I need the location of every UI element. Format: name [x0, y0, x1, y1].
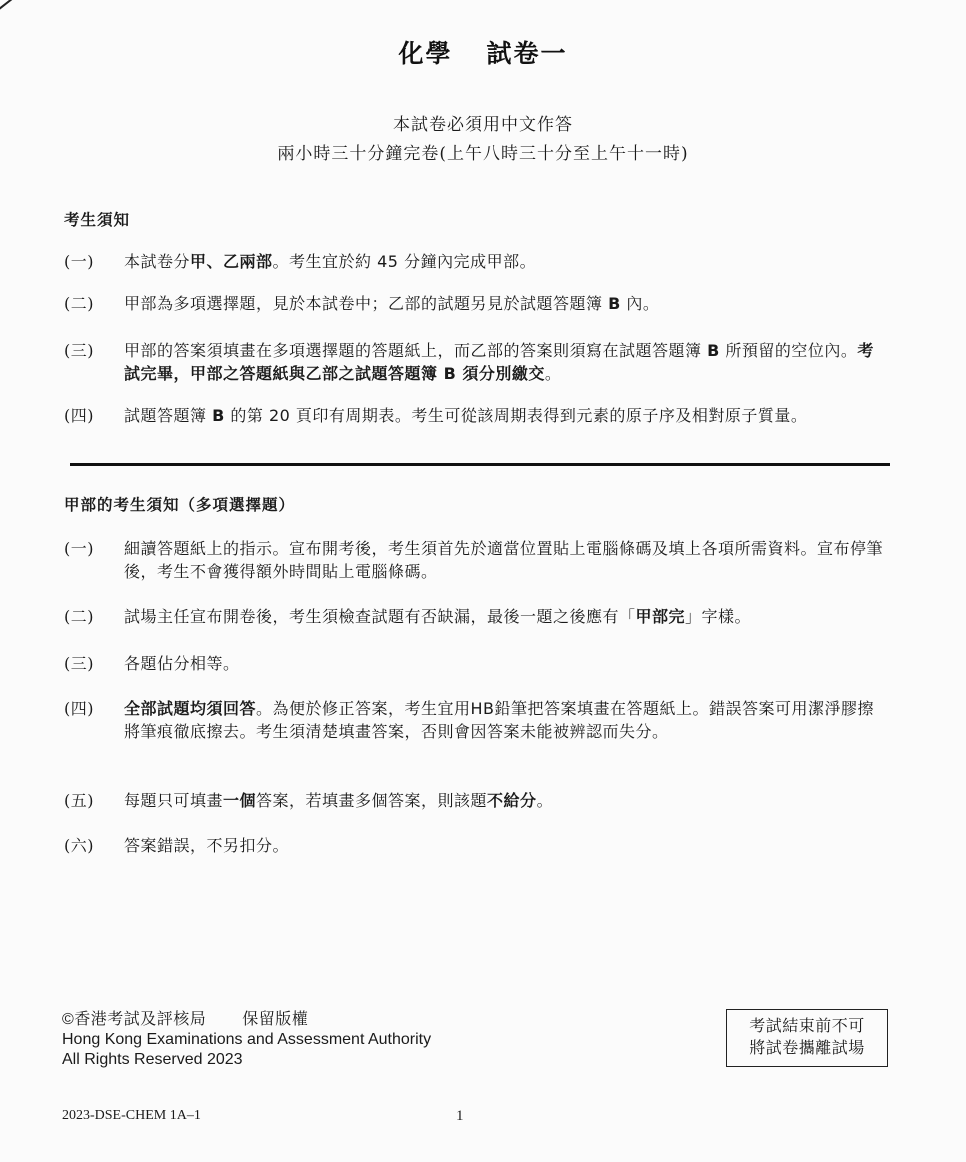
emphasis-text: 不給分 [487, 791, 537, 810]
section-a-instruction-item-text [124, 537, 890, 583]
emphasis-text: 考試完畢，甲部之答題紙與乙部之試題答題簿 B 須分別繳交 [124, 341, 874, 383]
emphasis-text: 全部試題均須回答 [124, 699, 257, 718]
general-instruction-item [64, 339, 894, 385]
section-a-instruction-item-number: (五) [64, 791, 94, 810]
body-text: 試題答題簿 [124, 406, 213, 425]
section-a-instruction-item [64, 697, 894, 743]
general-instruction-item-text [124, 250, 890, 273]
emphasis-text: B [707, 341, 720, 360]
section-a-instruction-item-text [124, 697, 890, 743]
page-number: 1 [456, 1108, 464, 1124]
language-instruction: 本試卷必須用中文作答 [393, 115, 573, 135]
corner-mark [0, 0, 26, 14]
section-a-instruction-item [64, 789, 894, 812]
title-paper: 試卷一 [486, 39, 568, 68]
section-divider [70, 463, 890, 466]
copyright-rights-cn: 保留版權 [242, 1011, 309, 1028]
general-instructions-heading: 考生須知 [64, 211, 131, 229]
general-instruction-item-text [124, 339, 890, 385]
page-title [0, 34, 966, 70]
general-instruction-item [64, 292, 894, 315]
section-a-instruction-item-text [124, 834, 890, 857]
general-instruction-item [64, 404, 894, 427]
general-instruction-item-number: (一) [64, 252, 94, 271]
general-instruction-item-number: (四) [64, 406, 94, 425]
general-instruction-item-number: (二) [64, 294, 94, 313]
section-a-instruction-item [64, 834, 894, 857]
notice-line-1: 考試結束前不可 [749, 1016, 865, 1035]
notice-line-2: 將試卷攜離試場 [749, 1038, 865, 1057]
section-a-instruction-item-number: (四) [64, 699, 94, 718]
title-subject: 化學 [398, 39, 453, 68]
body-text: 每題只可填畫 [124, 791, 224, 810]
body-text: 。考生宜於約 45 分鐘內完成甲部。 [272, 252, 537, 271]
section-a-instruction-item [64, 652, 894, 675]
paper-code: 2023-DSE-CHEM 1A–1 [62, 1108, 201, 1123]
section-a-instruction-item-number: (三) [64, 654, 94, 673]
emphasis-text: B [212, 406, 225, 425]
emphasis-text: B [608, 294, 621, 313]
copyright-org-cn: ©香港考試及評核局 [62, 1011, 207, 1028]
body-text: 試場主任宣布開卷後，考生須檢查試題有否缺漏，最後一題之後應有「 [124, 607, 636, 626]
body-text: 所預留的空位內。 [719, 341, 858, 360]
section-a-instruction-item-number: (二) [64, 607, 94, 626]
section-a-heading: 甲部的考生須知（多項選擇題） [64, 496, 296, 514]
general-instruction-item-text [124, 292, 890, 315]
section-a-instruction-item-text [124, 652, 890, 675]
section-a-instruction-item-number: (六) [64, 836, 94, 855]
general-instruction-item-number: (三) [64, 341, 94, 360]
section-a-instruction-item-text [124, 605, 890, 628]
body-text: 甲部為多項選擇題，見於本試卷中；乙部的試題另見於試題答題簿 [124, 294, 609, 313]
body-text: 本試卷分 [124, 252, 191, 271]
section-a-instruction-item [64, 537, 894, 583]
body-text: 。 [536, 791, 554, 810]
emphasis-text: 甲部完 [635, 607, 686, 626]
body-text: 各題佔分相等。 [124, 654, 240, 673]
body-text: 答案，若填畫多個答案，則該題 [256, 791, 488, 810]
body-text: 的第 20 頁印有周期表。考生可從該周期表得到元素的原子序及相對原子質量。 [224, 406, 808, 425]
emphasis-text: 甲、乙兩部 [190, 252, 273, 271]
copyright-org-en: Hong Kong Examinations and Assessment Authority [62, 1031, 432, 1048]
general-instruction-item [64, 250, 894, 273]
time-instruction: 兩小時三十分鐘完卷(上午八時三十分至上午十一時) [277, 144, 689, 164]
copyright-block [62, 1010, 431, 1070]
emphasis-text: 一個 [223, 791, 257, 810]
body-text: 。為便於修正答案，考生宜用HB鉛筆把答案填畫在答題紙上。錯誤答案可用潔淨膠擦將筆痕徹底擦去。考生須清楚填畫答案，否則會因答案未能被辨認而失分。 [124, 699, 875, 741]
body-text: 答案錯誤，不另扣分。 [124, 836, 290, 855]
body-text: 內。 [620, 294, 660, 313]
section-a-instruction-item [64, 605, 894, 628]
section-a-instruction-item-text [124, 789, 890, 812]
body-text: 」字樣。 [685, 607, 752, 626]
body-text: 細讀答題紙上的指示。宣布開考後，考生須首先於適當位置貼上電腦條碼及填上各項所需資料。宣布停筆後，考生不會獲得額外時間貼上電腦條碼。 [124, 539, 884, 581]
copyright-rights-en: All Rights Reserved 2023 [62, 1051, 243, 1068]
section-a-instruction-item-number: (一) [64, 539, 94, 558]
do-not-remove-notice [726, 1009, 888, 1067]
general-instruction-item-text [124, 404, 890, 427]
body-text: 甲部的答案須填畫在多項選擇題的答題紙上，而乙部的答案則須寫在試題答題簿 [124, 341, 708, 360]
body-text: 。 [544, 364, 562, 383]
